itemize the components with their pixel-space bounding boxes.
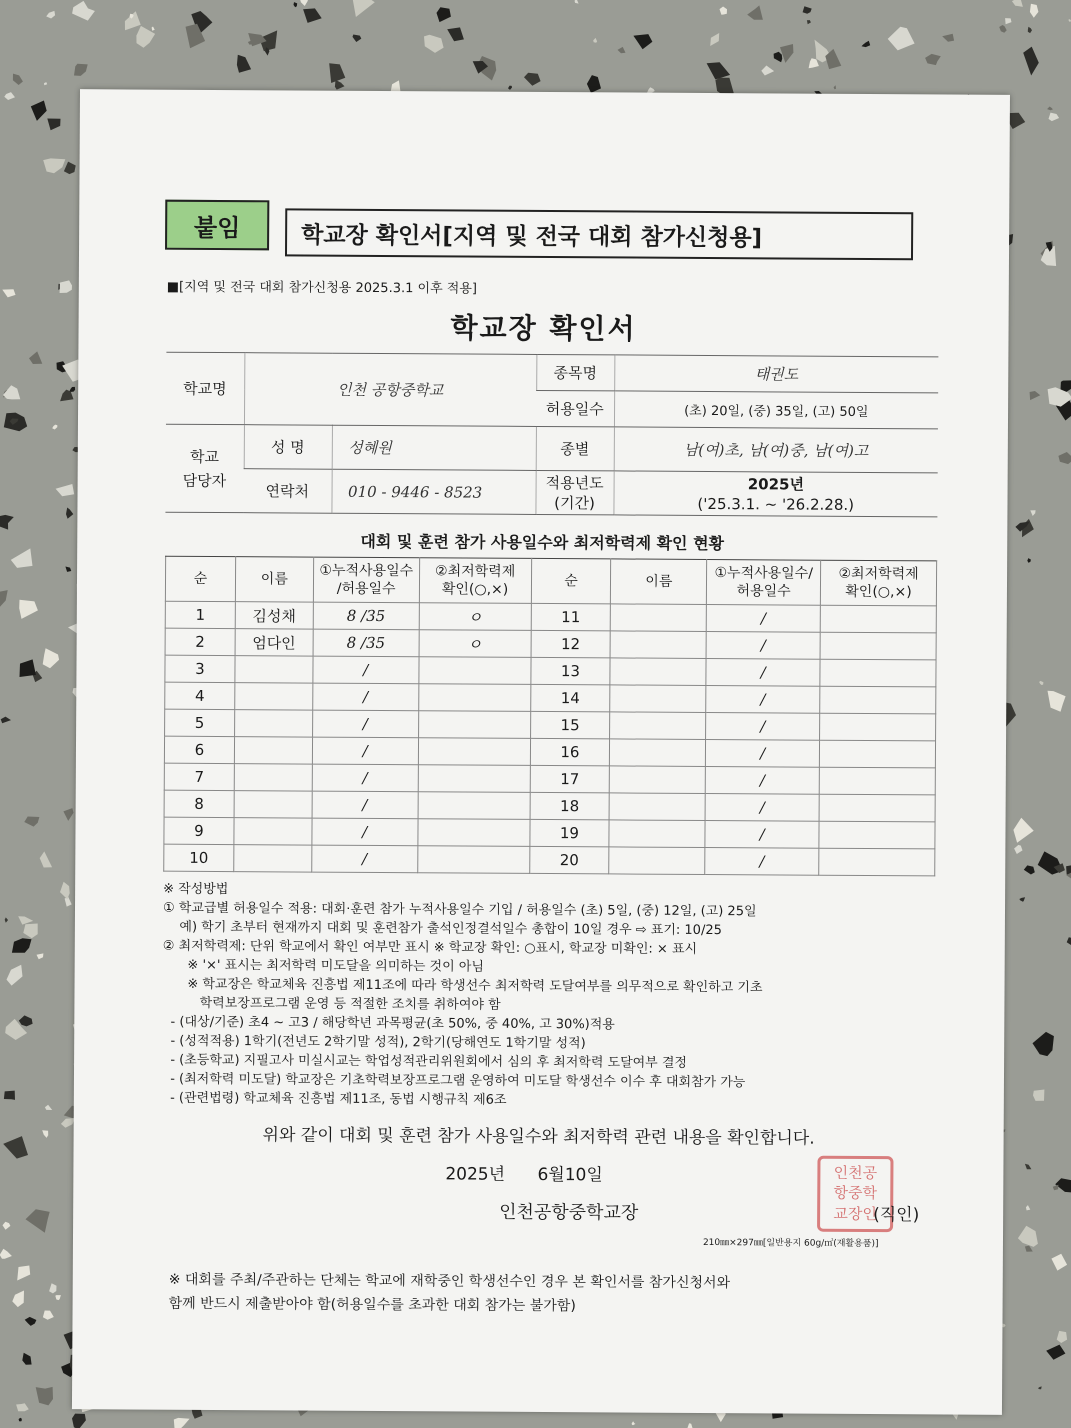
row-academic-right xyxy=(819,821,935,849)
row-academic xyxy=(417,846,529,874)
row-name xyxy=(235,656,313,683)
row-days-right: / xyxy=(706,658,820,686)
row-days: / xyxy=(312,710,418,738)
phone-label: 연락처 xyxy=(243,469,331,514)
col-no: 순 xyxy=(165,556,235,601)
col-academic: ②최저학력제 확인(○,×) xyxy=(419,558,531,604)
row-academic-right xyxy=(820,605,936,633)
row-no-right: 12 xyxy=(531,630,611,657)
document-paper xyxy=(72,89,1010,1415)
row-days: / xyxy=(312,791,418,819)
row-academic-right xyxy=(820,713,936,741)
instruction-line: - (대상/기준) 초4 ~ 고3 / 해당학년 과목평균(초 50%, 중 40%, 고 30%)적용 xyxy=(162,1014,615,1033)
period-value: ('25.3.1. ~ '26.2.28.) xyxy=(697,494,855,514)
row-academic: ㅇ xyxy=(419,603,531,631)
paper-size-note: 210㎜×297㎜[일반용지 60g/㎡(재활용품)] xyxy=(702,1237,879,1250)
row-no: 10 xyxy=(164,844,234,871)
row-no: 8 xyxy=(164,790,234,817)
col-days-right: ①누적사용일수/ 허용일수 xyxy=(707,559,821,605)
row-no-right: 15 xyxy=(530,711,610,738)
year-label: 적용년도 (기간) xyxy=(535,470,613,514)
name-value: 성혜원 xyxy=(332,425,536,470)
footer-note: ※ 대회를 주최/주관하는 단체는 학교에 재학중인 학생선수인 경우 본 확인서를 참가신청서와 함께 반드시 제출받아야 함(허용일수를 초과한 대회 참가는 불가함) xyxy=(168,1271,731,1315)
row-days-right: / xyxy=(705,847,819,875)
row-name xyxy=(235,683,313,710)
instruction-line: - (성적적용) 1학기(전년도 2학기말 성적), 2학기(당해연도 1학기말 성적) xyxy=(162,1033,586,1052)
row-name-right xyxy=(609,793,705,821)
instruction-line: ※ 학교장은 학교체육 진흥법 제11조에 따라 학생선수 최저학력 도달여부를 의무적으로 확인하고 기초 xyxy=(162,976,763,996)
phone-value: 010 - 9446 - 8523 xyxy=(331,469,535,514)
row-name xyxy=(234,818,312,845)
gender-label: 종별 xyxy=(536,426,614,470)
row-name: 김성채 xyxy=(235,602,313,629)
confirm-text: 위와 같이 대회 및 훈련 참가 사용일수와 최저학력 관련 내용을 확인합니다. xyxy=(262,1125,815,1149)
row-academic xyxy=(418,792,530,820)
row-name-right xyxy=(609,847,705,875)
header-title: 학교장 확인서[지역 및 전국 대회 참가신청용] xyxy=(285,208,913,260)
row-no-right: 17 xyxy=(530,765,610,792)
row-days-right: / xyxy=(705,820,819,848)
row-academic-right xyxy=(819,740,935,768)
row-academic-right xyxy=(820,632,936,660)
signer-name: 인천공항중학교장 xyxy=(499,1201,639,1224)
contact-label: 학교 담당자 xyxy=(165,424,244,512)
row-no: 4 xyxy=(165,682,235,709)
row-days: 8 /35 xyxy=(313,602,419,630)
instruction-line: 예) 학기 초부터 현재까지 대회 및 훈련참가 출석인정결석일수 총합이 10일 경우 ⇨ 표기: 10/25 xyxy=(162,919,722,939)
instruction-line: ※ 작성방법 xyxy=(163,881,229,898)
row-name xyxy=(234,845,312,872)
row-academic: ㅇ xyxy=(419,630,531,658)
row-academic xyxy=(418,819,530,847)
instruction-line: ② 최저학력제: 단위 학교에서 확인 여부만 표시 ※ 학교장 확인: ○표시, 학교장 미확인: × 표시 xyxy=(162,938,698,957)
row-no: 7 xyxy=(164,763,234,790)
info-table xyxy=(165,352,938,518)
row-days-right: / xyxy=(705,766,819,794)
row-days: / xyxy=(312,737,418,765)
row-no: 5 xyxy=(165,709,235,736)
instruction-line: - (초등학교) 지필고사 미실시교는 학업성적관리위원회에서 심의 후 최저학력 도달여부 결정 xyxy=(162,1052,688,1071)
row-name xyxy=(234,791,312,818)
table-title: 대회 및 훈련 참가 사용일수와 최저학력제 확인 현황 xyxy=(360,531,725,554)
instruction-line: - (관련법령) 학교체육 진흥법 제11조, 동법 시행규칙 제6조 xyxy=(161,1090,507,1108)
row-name-right xyxy=(610,766,706,794)
name-label: 성 명 xyxy=(244,425,332,470)
row-no: 6 xyxy=(164,736,234,763)
row-days-right: / xyxy=(705,793,819,821)
row-academic-right xyxy=(820,659,936,687)
row-academic xyxy=(418,738,530,766)
row-name-right xyxy=(610,631,706,659)
row-days-right: / xyxy=(706,739,820,767)
instruction-line: - (최저학력 미도달) 학교장은 기초학력보장프로그램 운영하여 미도달 학생선수 이수 후 대회참가 가능 xyxy=(161,1071,746,1091)
row-name-right xyxy=(611,604,707,632)
usage-table xyxy=(163,556,937,877)
instructions xyxy=(162,880,943,1113)
col-name: 이름 xyxy=(235,557,313,602)
row-days: / xyxy=(312,845,418,873)
row-days-right: / xyxy=(706,604,820,632)
row-academic xyxy=(418,711,530,739)
row-days: / xyxy=(312,764,418,792)
row-no: 2 xyxy=(165,628,235,655)
row-no-right: 11 xyxy=(531,603,611,630)
gender-value: 남(여)초, 남(여)중, 남(여)고 xyxy=(614,427,938,473)
document-title: 학교장 확인서 xyxy=(450,311,637,346)
row-name-right xyxy=(610,712,706,740)
row-name xyxy=(234,737,312,764)
instruction-line: 학력보장프로그램 운영 등 적절한 조치를 취하여야 함 xyxy=(162,995,501,1013)
row-no: 3 xyxy=(165,655,235,682)
col-days: ①누적사용일수 /허용일수 xyxy=(313,557,419,603)
row-no-right: 16 xyxy=(530,738,610,765)
school-value: 인천 공항중학교 xyxy=(244,353,536,427)
sport-value: 태권도 xyxy=(614,355,938,393)
row-no: 1 xyxy=(165,601,235,628)
row-no-right: 18 xyxy=(530,792,610,819)
row-academic xyxy=(419,657,531,685)
row-name-right xyxy=(610,739,706,767)
row-no-right: 20 xyxy=(529,846,609,873)
row-no: 9 xyxy=(164,817,234,844)
attachment-tag: 붙임 xyxy=(165,200,269,251)
row-name: 엄다인 xyxy=(235,629,313,656)
table-row xyxy=(164,844,935,876)
row-academic-right xyxy=(819,848,935,876)
row-name-right xyxy=(609,820,705,848)
row-academic-right xyxy=(819,767,935,795)
row-no-right: 19 xyxy=(529,819,609,846)
instruction-line: ※ '×' 표시는 최저학력 미도달을 의미하는 것이 아님 xyxy=(162,957,484,975)
row-name-right xyxy=(610,658,706,686)
official-seal-stamp: 인천공 항중학 교장인 xyxy=(817,1156,893,1232)
row-days-right: / xyxy=(706,712,820,740)
seal-label: (직인) xyxy=(873,1205,920,1226)
allowed-days-label: 허용일수 xyxy=(536,390,614,426)
school-label: 학교명 xyxy=(166,352,244,424)
year-value: 2025년 xyxy=(747,474,805,494)
applicability-note: ■[지역 및 전국 대회 참가신청용 2025.3.1 이후 적용] xyxy=(166,279,478,297)
row-academic xyxy=(418,765,530,793)
row-academic-right xyxy=(820,686,936,714)
row-academic xyxy=(418,684,530,712)
row-no-right: 13 xyxy=(530,657,610,684)
row-days-right: / xyxy=(706,685,820,713)
row-name xyxy=(234,764,312,791)
row-no-right: 14 xyxy=(530,684,610,711)
row-days: / xyxy=(313,656,419,684)
sport-label: 종목명 xyxy=(536,354,614,390)
year-cell xyxy=(613,471,937,517)
row-academic-right xyxy=(819,794,935,822)
row-name-right xyxy=(610,685,706,713)
row-days: / xyxy=(313,683,419,711)
row-days: / xyxy=(312,818,418,846)
allowed-days-value: (초) 20일, (중) 35일, (고) 50일 xyxy=(614,391,938,429)
row-days-right: / xyxy=(706,631,820,659)
col-academic-right: ②최저학력제 확인(○,×) xyxy=(820,560,936,606)
col-name-right: 이름 xyxy=(611,559,707,605)
instruction-line: ① 학교급별 허용일수 적용: 대회·훈련 참가 누적사용일수 기입 / 허용일수 (초) 5일, (중) 12일, (고) 25일 xyxy=(162,900,757,920)
row-name xyxy=(234,710,312,737)
row-days: 8 /35 xyxy=(313,629,419,657)
date-text: 2025년 6월10일 xyxy=(445,1164,603,1186)
col-no-right: 순 xyxy=(531,558,611,603)
